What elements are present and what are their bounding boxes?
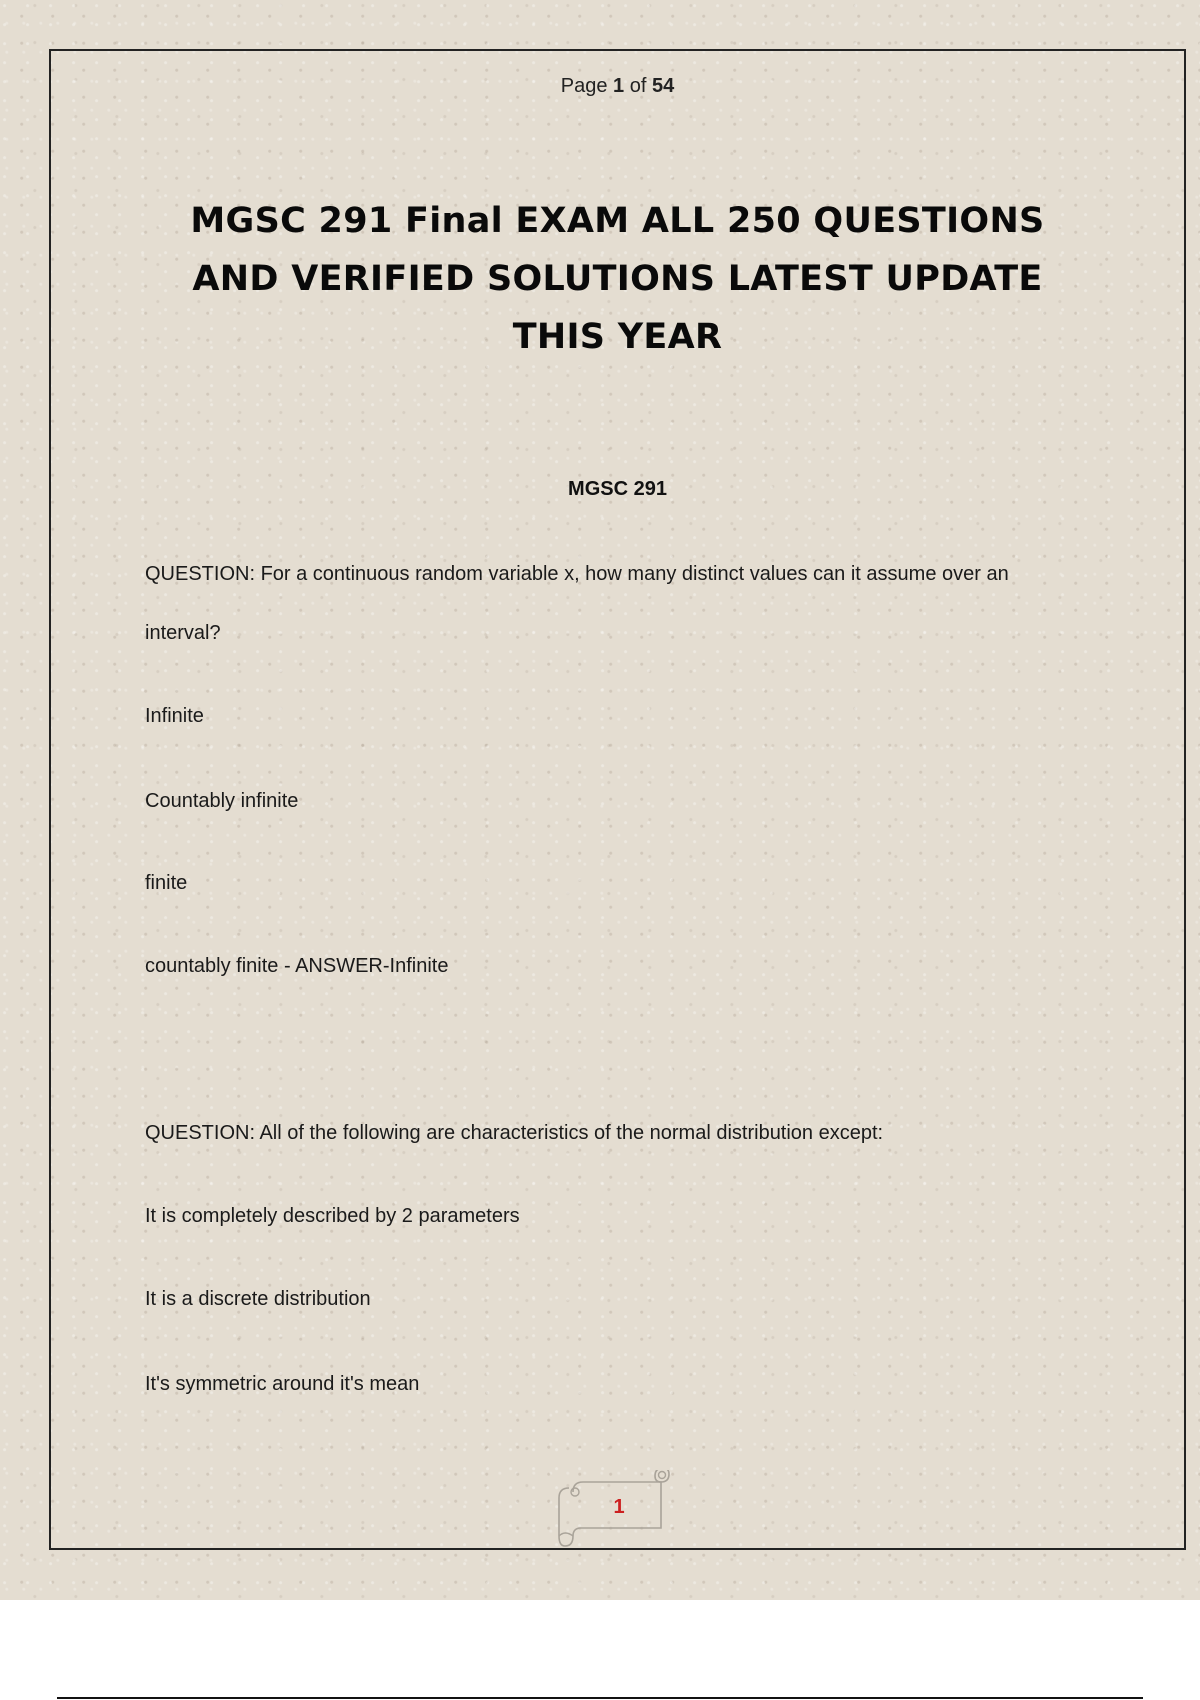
question-1-text-line-1: QUESTION: For a continuous random variable x, how many distinct values can it assume over an	[145, 563, 1009, 585]
page-current: 1	[613, 75, 625, 97]
page-prefix: Page	[560, 75, 608, 97]
question-2-option: It's symmetric around it's mean	[145, 1373, 420, 1395]
document-title	[150, 192, 1085, 366]
title-line-1: MGSC 291 Final EXAM ALL 250 QUESTIONS	[190, 201, 1045, 241]
question-2-text: QUESTION: All of the following are characteristics of the normal distribution except:	[145, 1122, 884, 1144]
question-1-option: finite	[145, 872, 188, 894]
question-1-text-line-2: interval?	[145, 622, 221, 644]
bottom-divider	[57, 1697, 1143, 1699]
question-2-option: It is a discrete distribution	[145, 1288, 371, 1310]
question-2-option: It is completely described by 2 parameters	[145, 1205, 520, 1227]
question-1-option: Countably infinite	[145, 790, 299, 812]
page-total: 54	[651, 75, 675, 97]
footer-page-number: 1	[613, 1496, 625, 1518]
course-code: MGSC 291	[568, 478, 667, 500]
question-1-option-answer: countably finite - ANSWER-Infinite	[145, 955, 449, 977]
question-1-option: Infinite	[145, 705, 204, 727]
title-line-3: THIS YEAR	[512, 317, 723, 357]
page-of: of	[629, 75, 647, 97]
page-indicator	[0, 75, 1200, 98]
title-line-2: AND VERIFIED SOLUTIONS LATEST UPDATE	[192, 259, 1043, 299]
